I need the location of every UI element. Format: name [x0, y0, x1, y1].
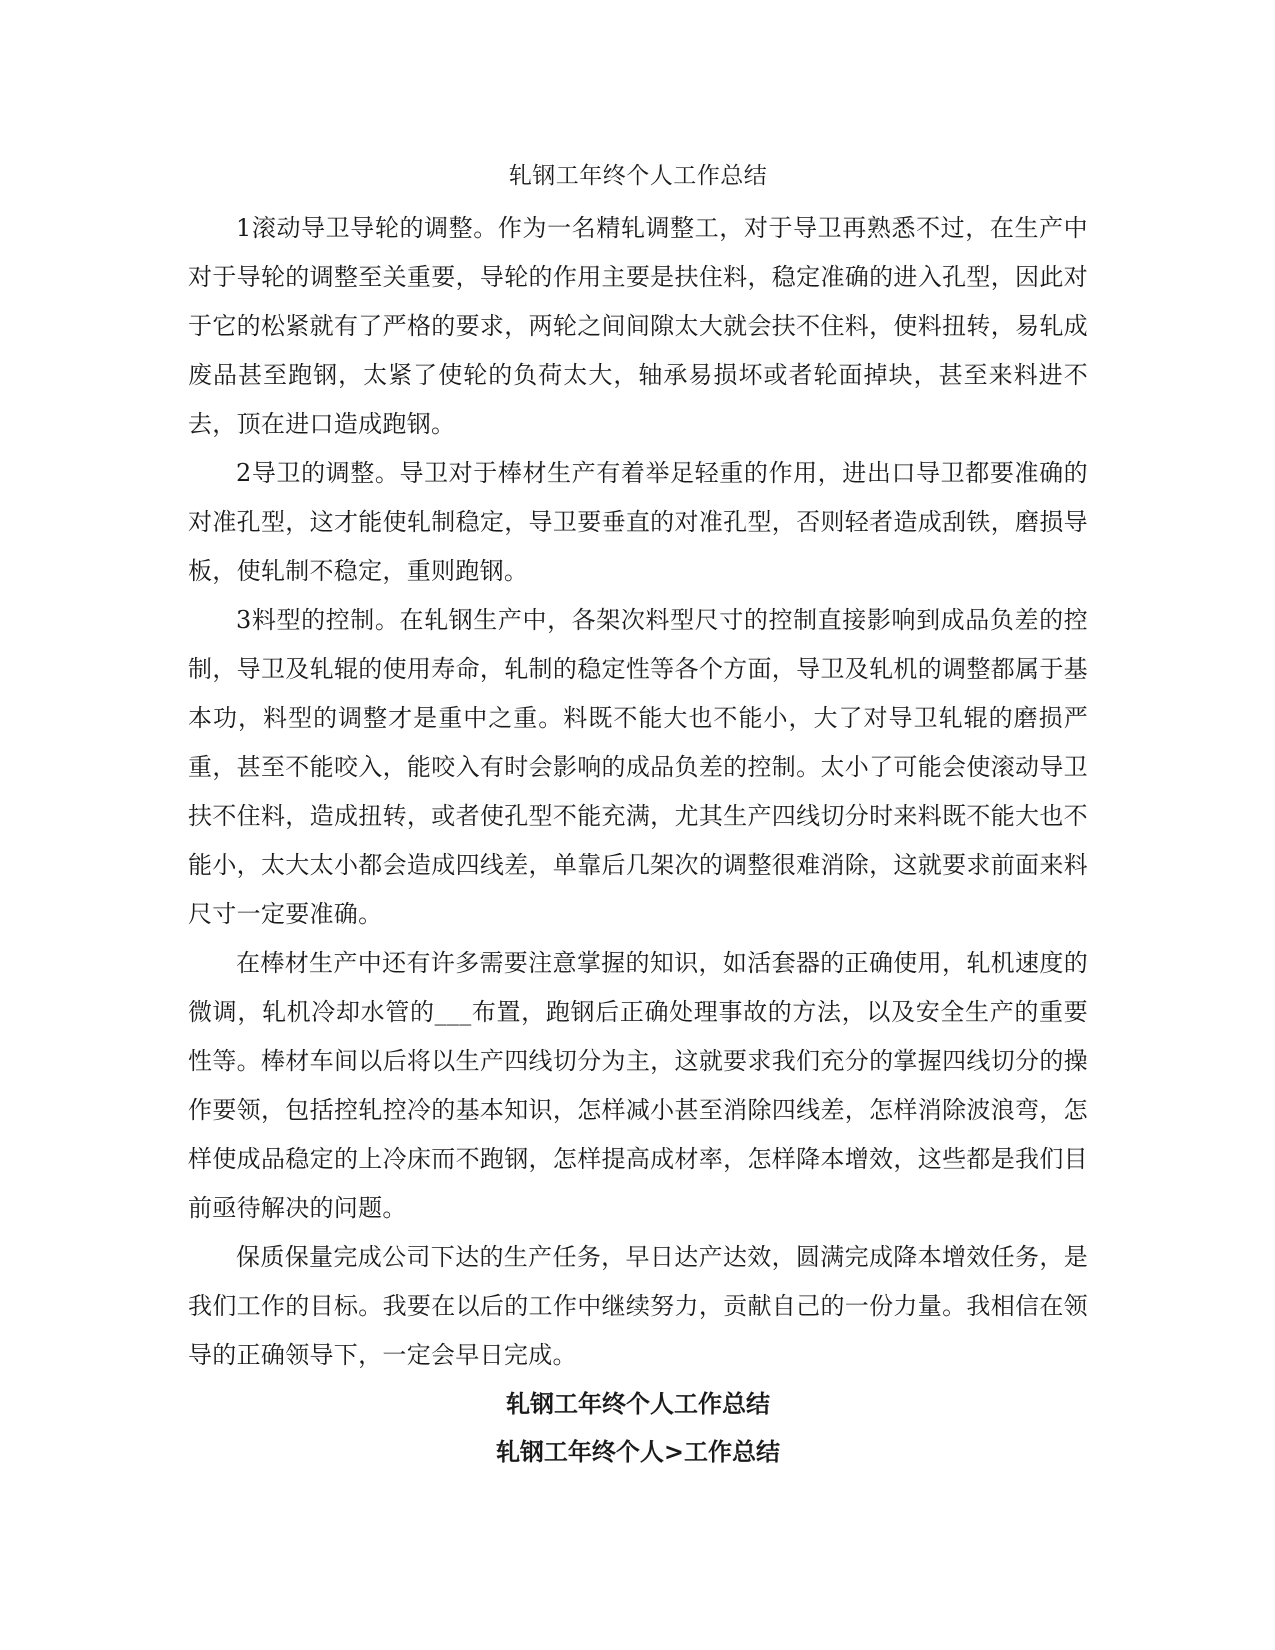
paragraph-material-control: 3料型的控制。在轧钢生产中，各架次料型尺寸的控制直接影响到成品负差的控制，导卫及轧辊的使用寿命，轧制的稳定性等各个方面，导卫及轧机的调整都属于基本功，料型的调整才是重中之重。料既不能大也不能小，大了对导卫轧辊的磨损严重，甚至不能咬入，能咬入有时会影响的成品负差的控制。太小了可能会使滚动导卫扶不住料，造成扭转，或者使孔型不能充满，尤其生产四线切分时来料既不能大也不能小，太大太小都会造成四线差，单靠后几架次的调整很难消除，这就要求前面来料尺寸一定要准确。: [188, 606, 1088, 928]
document-page: [188, 160, 1088, 1476]
paragraph-goals: 保质保量完成公司下达的生产任务，早日达产达效，圆满完成降本增效任务，是我们工作的目标。我要在以后的工作中继续努力，贡献自己的一份力量。我相信在领导的正确领导下，一定会早日完成。: [188, 1243, 1088, 1369]
paragraph-guide-adjustment: 2导卫的调整。导卫对于棒材生产有着举足轻重的作用，进出口导卫都要准确的对准孔型，这才能使轧制稳定，导卫要垂直的对准孔型，否则轻者造成刮铁，磨损导板，使轧制不稳定，重则跑钢。: [188, 459, 1088, 585]
paragraph-bar-production: 在棒材生产中还有许多需要注意掌握的知识，如活套器的正确使用，轧机速度的微调，轧机冷却水管的___布置，跑钢后正确处理事故的方法，以及安全生产的重要性等。棒材车间以后将以生产四线切分为主，这就要求我们充分的掌握四线切分的操作要领，包括控轧控冷的基本知识，怎样减小甚至消除四线差，怎样消除波浪弯，怎样使成品稳定的上冷床而不跑钢，怎样提高成材率，怎样降本增效，这些都是我们目前亟待解决的问题。: [188, 949, 1088, 1222]
paragraph-guide-wheel-adjustment: 1滚动导卫导轮的调整。作为一名精轧调整工，对于导卫再熟悉不过，在生产中对于导轮的调整至关重要，导轮的作用主要是扶住料，稳定准确的进入孔型，因此对于它的松紧就有了严格的要求，两轮之间间隙太大就会扶不住料，使料扭转，易轧成废品甚至跑钢，太紧了使轮的负荷太大，轴承易损坏或者轮面掉块，甚至来料进不去，顶在进口造成跑钢。: [188, 214, 1088, 438]
section-heading-1: 轧钢工年终个人工作总结: [506, 1390, 770, 1418]
section-heading-2: 轧钢工年终个人>工作总结: [495, 1438, 781, 1466]
document-title: 轧钢工年终个人工作总结: [508, 163, 768, 189]
